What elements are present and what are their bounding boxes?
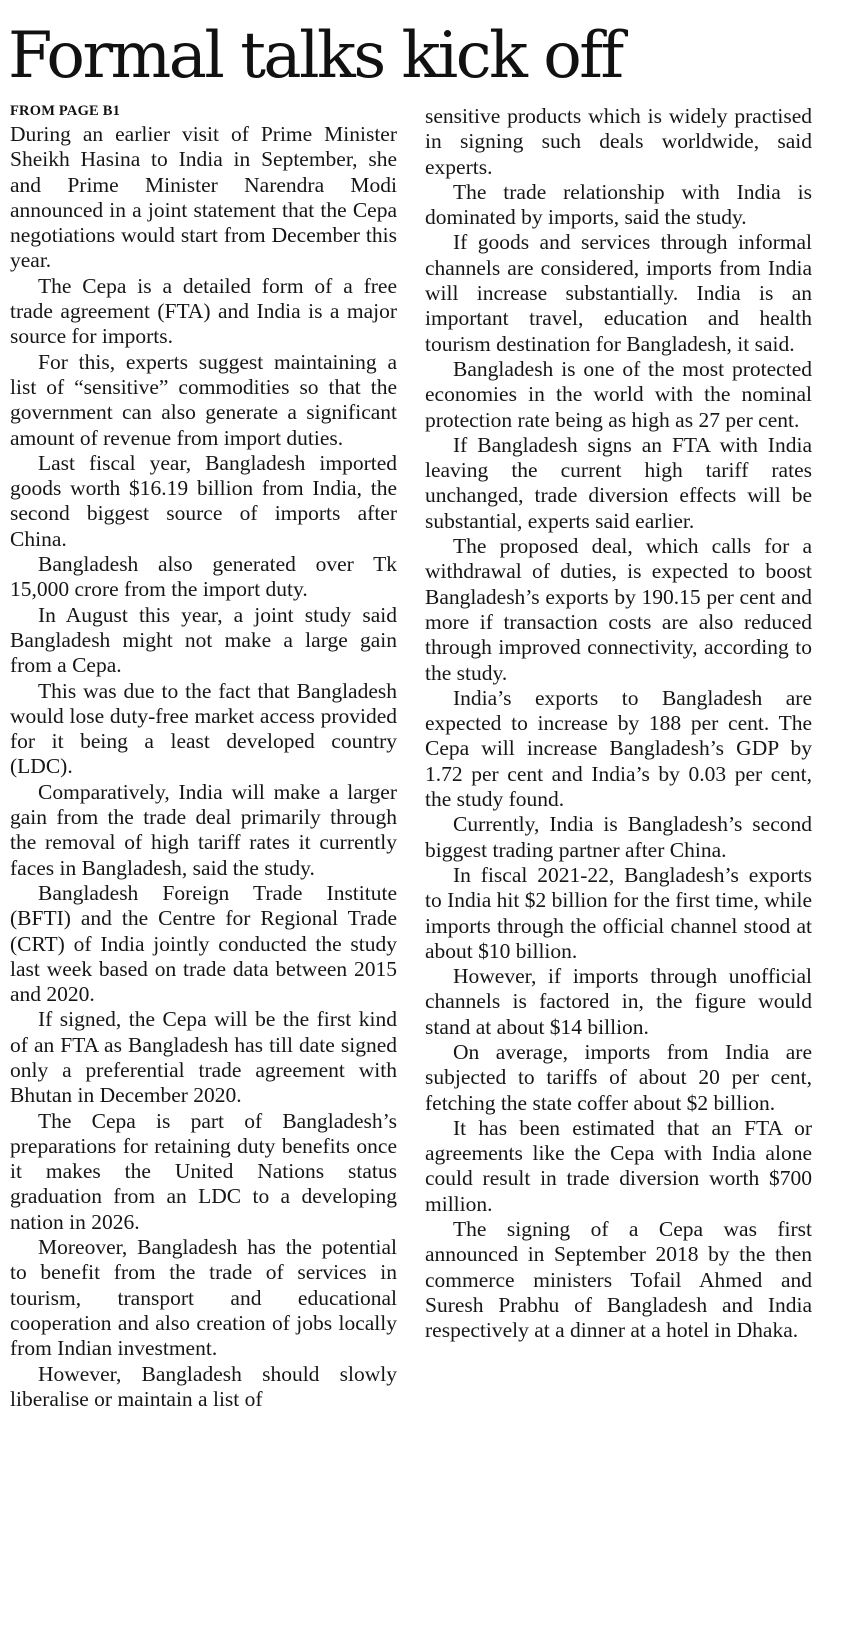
paragraph: The trade relationship with India is dominated by imports, said the study. [425,179,812,230]
paragraph: Comparatively, India will make a larger gain from the trade deal primarily through the removal of high tariff rates it currently faces in Bangladesh, said the study. [10,779,397,880]
paragraph: In August this year, a joint study said Bangladesh might not make a large gain from a Cepa. [10,602,397,678]
paragraph: Bangladesh Foreign Trade Institute (BFTI) and the Centre for Regional Trade (CRT) of India jointly conducted the study last week based on trade data between 2015 and 2020. [10,880,397,1007]
paragraph: If goods and services through informal channels are considered, imports from India will increase substantially. India is an important travel, education and health tourism destination for Bangladesh, it said. [425,230,812,356]
article-column-right [425,104,812,1344]
paragraph: The signing of a Cepa was first announced in September 2018 by the then commerce ministers Tofail Ahmed and Suresh Prabhu of Bangladesh and India respectively at a dinner at a hotel in Dhaka. [425,1217,812,1343]
paragraph: If Bangladesh signs an FTA with India leaving the current high tariff rates unchanged, trade diversion effects will be substantial, experts said earlier. [425,432,812,533]
headline: Formal talks kick off [8,19,622,93]
paragraph: During an earlier visit of Prime Minister Sheikh Hasina to India in September, she and Prime Minister Narendra Modi announced in a joint statement that the Cepa negotiations would start from December this year. [10,122,397,273]
paragraph: The Cepa is a detailed form of a free trade agreement (FTA) and India is a major source for imports. [10,273,397,349]
paragraph-continuation: sensitive products which is widely practised in signing such deals worldwide, said experts. [425,104,812,179]
paragraph: For this, experts suggest maintaining a list of “sensitive” commodities so that the government can also generate a significant amount of revenue from import duties. [10,349,397,450]
paragraph: Moreover, Bangladesh has the potential to benefit from the trade of services in tourism, transport and educational cooperation and also creation of jobs locally from Indian investment. [10,1235,397,1361]
paragraph: Bangladesh also generated over Tk 15,000 crore from the import duty. [10,552,397,602]
paragraph: If signed, the Cepa will be the first kind of an FTA as Bangladesh has till date signed only a preferential trade agreement with Bhutan in December 2020. [10,1007,397,1108]
paragraph: The Cepa is part of Bangladesh’s preparations for retaining duty benefits once it makes the United Nations status graduation from an LDC to a developing nation in 2026. [10,1108,397,1234]
paragraph: Bangladesh is one of the most protected economies in the world with the nominal protection rate being as high as 27 per cent. [425,356,812,432]
paragraph: It has been estimated that an FTA or agreements like the Cepa with India alone could result in trade diversion worth $700 million. [425,1115,812,1216]
paragraph: On average, imports from India are subjected to tariffs of about 20 per cent, fetching the state coffer about $2 billion. [425,1039,812,1115]
paragraph: Currently, India is Bangladesh’s second biggest trading partner after China. [425,812,812,862]
article-column-left [10,104,397,1412]
paragraph: The proposed deal, which calls for a withdrawal of duties, is expected to boost Bangladesh’s exports by 190.15 per cent and more if transaction costs are also reduced through improved connectivity, according to the study. [425,534,812,685]
paragraph: However, if imports through unofficial channels is factored in, the figure would stand at about $14 billion. [425,964,812,1039]
paragraph: In fiscal 2021-22, Bangladesh’s exports to India hit $2 billion for the first time, while imports through the official channel stood at about $10 billion. [425,862,812,963]
kicker: FROM PAGE B1 [10,103,121,119]
paragraph: Last fiscal year, Bangladesh imported goods worth $16.19 billion from India, the second biggest source of imports after China. [10,450,397,551]
paragraph: This was due to the fact that Bangladesh would lose duty-free market access provided for it being a least developed country (LDC). [10,678,397,779]
paragraph: However, Bangladesh should slowly liberalise or maintain a list of [10,1361,397,1411]
paragraph: India’s exports to Bangladesh are expected to increase by 188 per cent. The Cepa will increase Bangladesh’s GDP by 1.72 per cent and India’s by 0.03 per cent, the study found. [425,685,812,812]
